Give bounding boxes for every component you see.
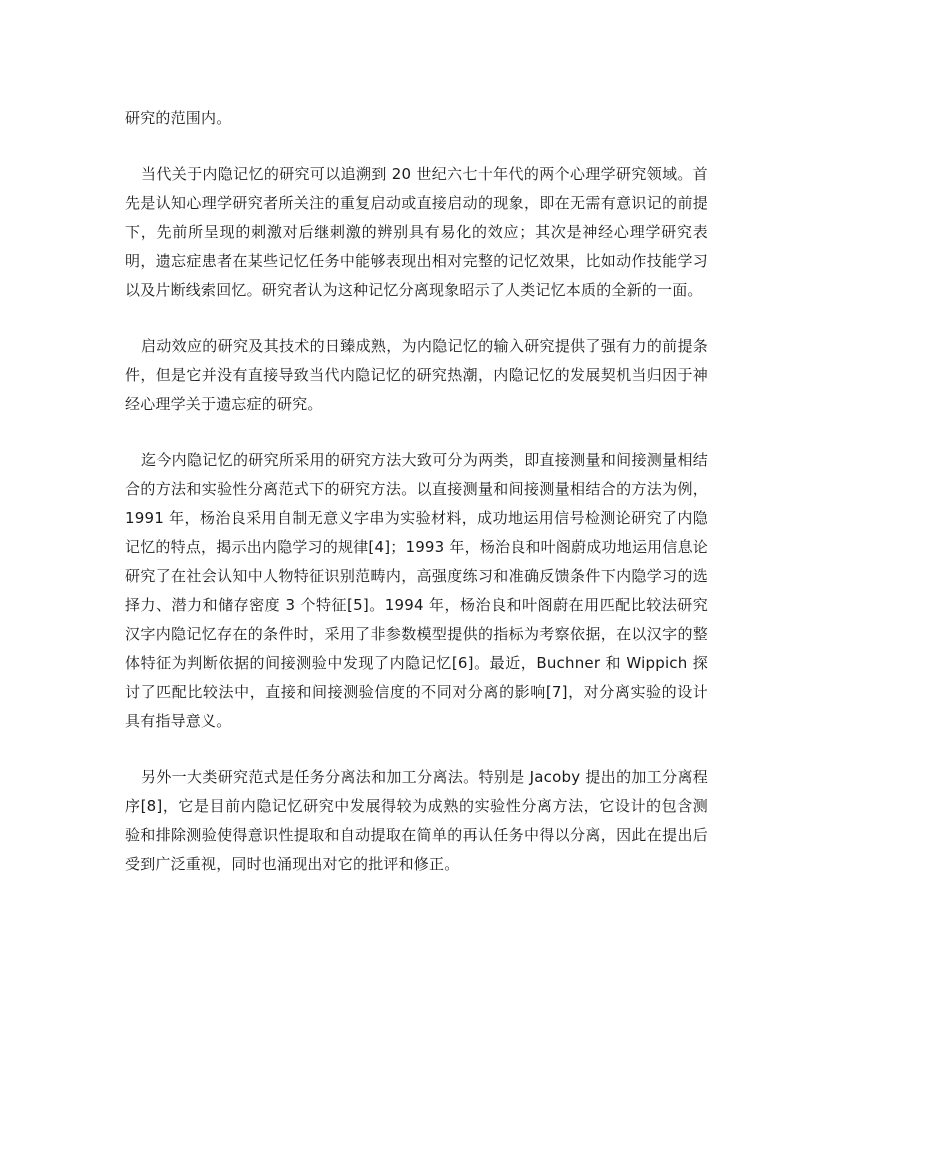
paragraph-continuation: 研究的范围内。 (125, 109, 232, 127)
paragraph-dissociation: 另外一大类研究范式是任务分离法和加工分离法。特别是 Jacoby 提出的加工分离程序[8]，它是目前内隐记忆研究中发展得较为成熟的实验性分离方法，它设计的包含测验和排除测验使得意识性提取和自动提取在简单的再认任务中得以分离，因此在提出后受到广泛重视，同时也涌现出对它的批评和修正。 (125, 768, 708, 873)
paragraph-methods: 迄今内隐记忆的研究所采用的研究方法大致可分为两类，即直接测量和间接测量相结合的方法和实验性分离范式下的研究方法。以直接测量和间接测量相结合的方法为例，1991 年，杨治良采用自制无意义字串为实验材料，成功地运用信号检测论研究了内隐记忆的特点，揭示出内隐学习的规律[4]；1993 年，杨治良和叶阁蔚成功地运用信息论研究了在社会认知中人物特征识别范畴内，高强度练习和准确反馈条件下内隐学习的选择力、潜力和储存密度 3 个特征[5]。1994 年，杨治良和叶阁蔚在用匹配比较法研究汉字内隐记忆存在的条件时，采用了非参数模型提供的指标为考察依据，在以汉字的整体特征为判断依据的间接测验中发现了内隐记忆[6]。最近，Buchner 和 Wippich 探讨了匹配比较法中，直接和间接测验信度的不同对分离的影响[7]，对分离实验的设计具有指导意义。 (125, 451, 708, 730)
paragraph-origins: 当代关于内隐记忆的研究可以追溯到 20 世纪六七十年代的两个心理学研究领域。首先是认知心理学研究者所关注的重复启动或直接启动的现象，即在无需有意识记的前提下，先前所呈现的刺激对后继刺激的辨别具有易化的效应；其次是神经心理学研究表明，遗忘症患者在某些记忆任务中能够表现出相对完整的记忆效果，比如动作技能学习以及片断线索回忆。研究者认为这种记忆分离现象昭示了人类记忆本质的全新的一面。 (125, 165, 708, 299)
paragraph-priming: 启动效应的研究及其技术的日臻成熟，为内隐记忆的输入研究提供了强有力的前提条件，但是它并没有直接导致当代内隐记忆的研究热潮，内隐记忆的发展契机当归因于神经心理学关于遗忘症的研究。 (125, 337, 708, 413)
document-page (125, 104, 708, 879)
